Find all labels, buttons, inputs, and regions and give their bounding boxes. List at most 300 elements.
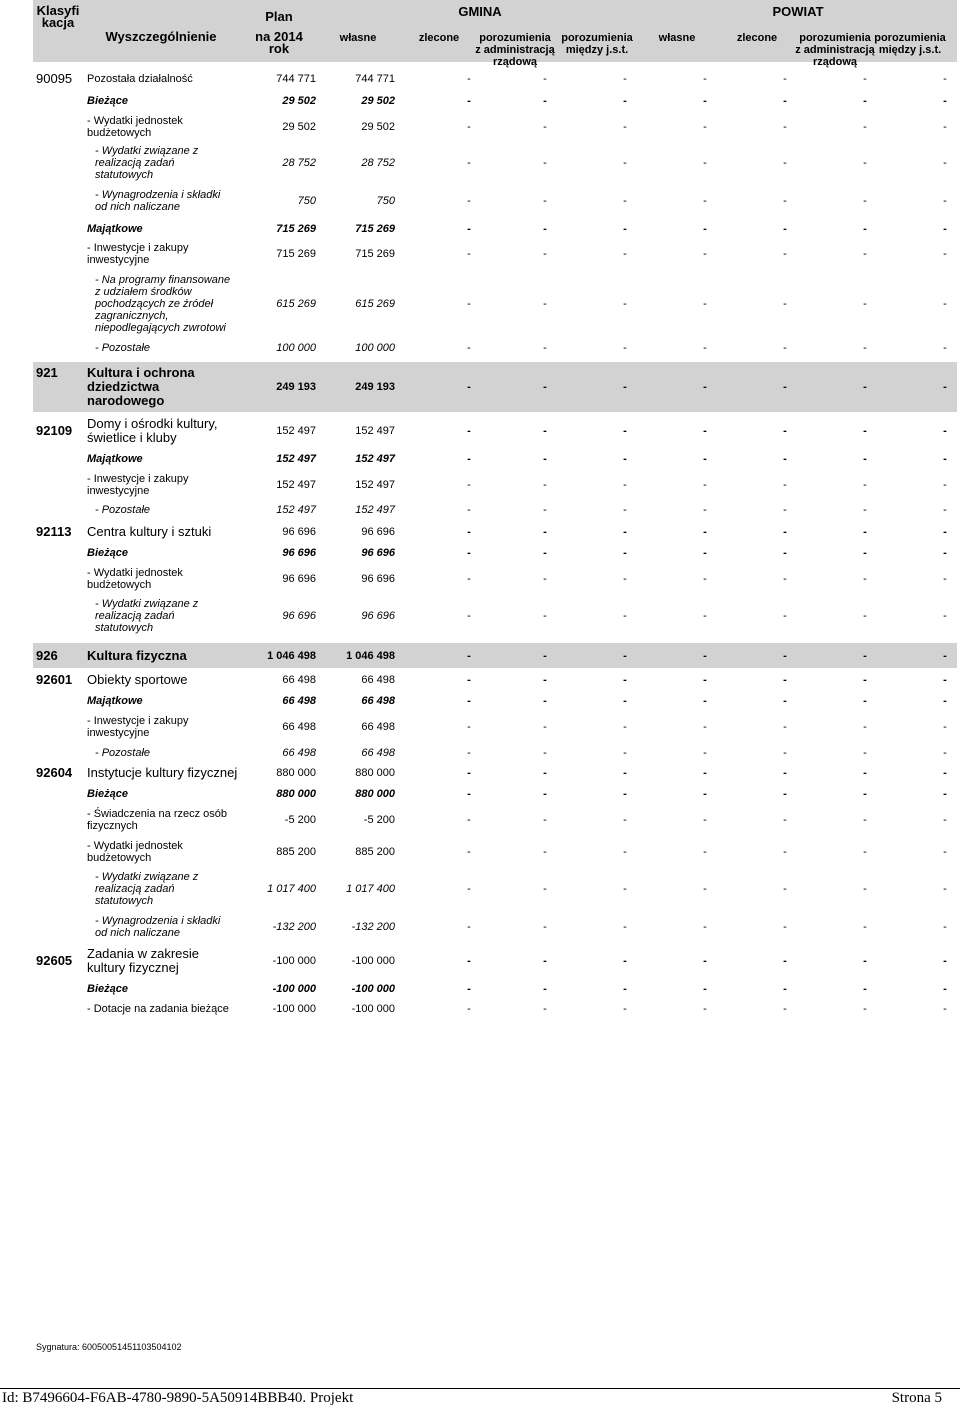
row-dash: -: [863, 342, 867, 354]
row-label: Pozostała działalność: [87, 73, 193, 85]
row-dash: -: [467, 121, 471, 133]
row-code: 90095: [36, 71, 73, 86]
row-wlasne: 29 502: [361, 95, 395, 107]
row-dash: -: [467, 298, 471, 310]
row-wlasne: 1 046 498: [346, 650, 395, 662]
row-dash: -: [467, 573, 471, 585]
row-dash: -: [467, 425, 471, 437]
row-dash: -: [703, 650, 707, 662]
row-dash: -: [623, 73, 627, 85]
row-dash: -: [943, 610, 947, 622]
row-plan: 249 193: [276, 381, 316, 393]
row-dash: -: [467, 747, 471, 759]
row-label: Majątkowe: [87, 453, 143, 465]
row-dash: -: [543, 767, 547, 779]
row-label: - Wydatki związane z realizacją zadań statutowych: [95, 871, 199, 907]
row-dash: -: [863, 157, 867, 169]
row-dash: -: [943, 425, 947, 437]
row-plan: 152 497: [276, 453, 316, 465]
header-gmina-zlecone: zlecone: [418, 32, 460, 44]
row-dash: -: [783, 983, 787, 995]
row-dash: -: [863, 955, 867, 967]
row-dash: -: [943, 788, 947, 800]
row-dash: -: [623, 650, 627, 662]
row-dash: -: [863, 479, 867, 491]
row-dash: -: [703, 73, 707, 85]
row-dash: -: [783, 747, 787, 759]
header-powiat-por-jst: porozumienia między j.s.t.: [874, 32, 946, 56]
row-dash: -: [543, 721, 547, 733]
row-label: Kultura i ochrona dziedzictwa narodowego: [87, 365, 195, 408]
row-wlasne: 66 498: [361, 721, 395, 733]
row-dash: -: [543, 342, 547, 354]
row-wlasne: -100 000: [351, 955, 395, 967]
row-dash: -: [543, 883, 547, 895]
row-dash: -: [863, 121, 867, 133]
row-label: - Wydatki związane z realizacją zadań statutowych: [95, 598, 199, 634]
row-wlasne: -132 200: [351, 921, 395, 933]
row-dash: -: [783, 381, 787, 393]
row-label: Instytucje kultury fizycznej: [87, 765, 238, 780]
row-dash: -: [467, 73, 471, 85]
row-label: Obiekty sportowe: [87, 672, 188, 687]
header-gmina-por-admin: porozumienia z administracją rządową: [475, 32, 555, 68]
row-wlasne: 880 000: [355, 767, 395, 779]
row-dash: -: [943, 479, 947, 491]
row-label: Bieżące: [87, 95, 128, 107]
row-dash: -: [863, 650, 867, 662]
row-dash: -: [703, 1003, 707, 1015]
row-dash: -: [467, 223, 471, 235]
row-dash: -: [783, 721, 787, 733]
row-dash: -: [543, 1003, 547, 1015]
row-dash: -: [863, 921, 867, 933]
row-dash: -: [863, 983, 867, 995]
row-dash: -: [623, 921, 627, 933]
row-dash: -: [703, 425, 707, 437]
row-plan: 29 502: [282, 121, 316, 133]
row-label: - Pozostałe: [95, 504, 151, 516]
row-dash: -: [943, 846, 947, 858]
row-dash: -: [783, 955, 787, 967]
signature: Sygnatura: 60050051451103504102: [36, 1342, 182, 1352]
row-dash: -: [623, 381, 627, 393]
row-wlasne: 152 497: [355, 453, 395, 465]
row-dash: -: [783, 674, 787, 686]
row-wlasne: 715 269: [355, 223, 395, 235]
row-dash: -: [623, 747, 627, 759]
row-dash: -: [943, 883, 947, 895]
row-dash: -: [943, 381, 947, 393]
row-dash: -: [543, 73, 547, 85]
row-dash: -: [623, 121, 627, 133]
row-dash: -: [543, 425, 547, 437]
row-dash: -: [783, 610, 787, 622]
row-dash: -: [703, 547, 707, 559]
row-wlasne: 880 000: [355, 788, 395, 800]
row-dash: -: [467, 479, 471, 491]
row-dash: -: [543, 223, 547, 235]
row-dash: -: [863, 695, 867, 707]
row-code: 92601: [36, 672, 73, 687]
row-plan: 29 502: [282, 95, 316, 107]
row-dash: -: [623, 453, 627, 465]
row-dash: -: [783, 479, 787, 491]
row-dash: -: [623, 674, 627, 686]
row-dash: -: [703, 767, 707, 779]
row-wlasne: 66 498: [361, 695, 395, 707]
row-dash: -: [863, 425, 867, 437]
row-plan: 152 497: [276, 479, 316, 491]
row-dash: -: [863, 526, 867, 538]
header-plan-line2: na 2014 rok: [255, 29, 303, 56]
row-dash: -: [543, 547, 547, 559]
row-dash: -: [703, 814, 707, 826]
row-code: 926: [36, 648, 58, 663]
row-dash: -: [943, 1003, 947, 1015]
row-dash: -: [623, 883, 627, 895]
row-dash: -: [943, 248, 947, 260]
row-wlasne: 96 696: [361, 547, 395, 559]
row-dash: -: [703, 846, 707, 858]
row-dash: -: [623, 248, 627, 260]
row-code: 921: [36, 365, 58, 380]
row-dash: -: [943, 650, 947, 662]
row-plan: -100 000: [272, 1003, 316, 1015]
row-dash: -: [543, 195, 547, 207]
row-dash: -: [623, 955, 627, 967]
row-wlasne: 66 498: [361, 674, 395, 686]
row-dash: -: [543, 157, 547, 169]
row-wlasne: 750: [376, 195, 395, 207]
row-dash: -: [783, 73, 787, 85]
row-wlasne: 885 200: [355, 846, 395, 858]
row-label: - Wynagrodzenia i składki od nich naliczane: [95, 189, 221, 213]
row-dash: -: [623, 342, 627, 354]
row-dash: -: [467, 195, 471, 207]
row-plan: 28 752: [282, 157, 316, 169]
row-plan: 66 498: [282, 674, 316, 686]
row-dash: -: [783, 121, 787, 133]
row-label: - Wydatki jednostek budżetowych: [87, 840, 183, 864]
row-wlasne: 615 269: [355, 298, 395, 310]
row-dash: -: [863, 767, 867, 779]
row-dash: -: [943, 573, 947, 585]
row-dash: -: [783, 846, 787, 858]
header-powiat: POWIAT: [772, 4, 824, 19]
row-wlasne: -5 200: [363, 814, 395, 826]
row-dash: -: [543, 121, 547, 133]
row-dash: -: [623, 788, 627, 800]
row-dash: -: [467, 955, 471, 967]
footer-page-number: Strona 5: [891, 1390, 942, 1406]
row-label: Bieżące: [87, 983, 128, 995]
row-dash: -: [703, 453, 707, 465]
row-dash: -: [467, 695, 471, 707]
row-dash: -: [863, 747, 867, 759]
row-dash: -: [467, 721, 471, 733]
row-dash: -: [783, 526, 787, 538]
row-dash: -: [783, 767, 787, 779]
header-powiat-wlasne: własne: [658, 32, 696, 44]
row-plan: -132 200: [272, 921, 316, 933]
row-dash: -: [703, 195, 707, 207]
row-dash: -: [543, 846, 547, 858]
row-dash: -: [623, 298, 627, 310]
row-dash: -: [943, 453, 947, 465]
row-wlasne: 100 000: [355, 342, 395, 354]
row-dash: -: [943, 983, 947, 995]
row-plan: 615 269: [276, 298, 316, 310]
row-dash: -: [783, 298, 787, 310]
row-plan: 880 000: [276, 788, 316, 800]
row-dash: -: [863, 223, 867, 235]
header-wyszczegolnienie: Wyszczególnienie: [105, 29, 217, 44]
row-dash: -: [783, 788, 787, 800]
row-label: - Świadczenia na rzecz osób fizycznych: [87, 808, 228, 832]
row-dash: -: [543, 650, 547, 662]
row-plan: 96 696: [282, 610, 316, 622]
row-plan: 715 269: [276, 248, 316, 260]
row-dash: -: [623, 814, 627, 826]
row-dash: -: [623, 721, 627, 733]
row-dash: -: [623, 425, 627, 437]
row-dash: -: [943, 814, 947, 826]
row-label: Centra kultury i sztuki: [87, 524, 212, 539]
row-code: 92113: [36, 524, 72, 539]
header-gmina-por-jst: porozumienia między j.s.t.: [561, 32, 633, 56]
row-dash: -: [467, 342, 471, 354]
row-dash: -: [783, 248, 787, 260]
row-dash: -: [703, 695, 707, 707]
row-label: - Inwestycje i zakupy inwestycyjne: [87, 473, 189, 497]
row-dash: -: [543, 788, 547, 800]
row-dash: -: [863, 547, 867, 559]
row-label: - Wydatki jednostek budżetowych: [87, 115, 183, 139]
row-plan: 880 000: [276, 767, 316, 779]
row-plan: 1 046 498: [267, 650, 316, 662]
row-dash: -: [543, 298, 547, 310]
row-plan: 715 269: [276, 223, 316, 235]
row-dash: -: [543, 695, 547, 707]
row-dash: -: [783, 921, 787, 933]
row-dash: -: [863, 846, 867, 858]
row-dash: -: [467, 547, 471, 559]
row-wlasne: 152 497: [355, 504, 395, 516]
row-dash: -: [543, 526, 547, 538]
row-dash: -: [703, 157, 707, 169]
row-dash: -: [703, 95, 707, 107]
row-dash: -: [623, 1003, 627, 1015]
row-dash: -: [943, 95, 947, 107]
row-code: 92605: [36, 953, 73, 968]
row-wlasne: -100 000: [351, 1003, 395, 1015]
row-dash: -: [543, 573, 547, 585]
row-dash: -: [623, 479, 627, 491]
row-dash: -: [943, 767, 947, 779]
row-dash: -: [467, 504, 471, 516]
row-wlasne: 744 771: [355, 73, 395, 85]
row-label: - Pozostałe: [95, 747, 151, 759]
row-wlasne: 29 502: [361, 121, 395, 133]
row-dash: -: [467, 674, 471, 686]
row-label: Majątkowe: [87, 223, 143, 235]
row-dash: -: [703, 479, 707, 491]
row-plan: -5 200: [284, 814, 316, 826]
row-dash: -: [783, 223, 787, 235]
row-plan: 96 696: [282, 573, 316, 585]
row-dash: -: [703, 504, 707, 516]
row-dash: -: [703, 248, 707, 260]
row-dash: -: [863, 1003, 867, 1015]
row-plan: 66 498: [282, 721, 316, 733]
row-dash: -: [623, 223, 627, 235]
row-dash: -: [943, 955, 947, 967]
row-dash: -: [543, 381, 547, 393]
row-dash: -: [703, 298, 707, 310]
row-plan: -100 000: [272, 955, 316, 967]
row-dash: -: [943, 223, 947, 235]
row-plan: 1 017 400: [267, 883, 316, 895]
row-label: Bieżące: [87, 788, 128, 800]
row-dash: -: [943, 342, 947, 354]
row-wlasne: 96 696: [361, 526, 395, 538]
row-plan: 750: [297, 195, 316, 207]
row-dash: -: [623, 195, 627, 207]
row-dash: -: [863, 883, 867, 895]
row-dash: -: [703, 573, 707, 585]
row-plan: 66 498: [282, 695, 316, 707]
row-dash: -: [863, 195, 867, 207]
row-wlasne: 715 269: [355, 248, 395, 260]
row-plan: 744 771: [276, 73, 316, 85]
row-dash: -: [863, 788, 867, 800]
header-gmina-wlasne: własne: [339, 32, 377, 44]
row-dash: -: [863, 248, 867, 260]
row-label: Majątkowe: [87, 695, 143, 707]
row-plan: -100 000: [272, 983, 316, 995]
row-dash: -: [783, 195, 787, 207]
row-dash: -: [467, 921, 471, 933]
row-dash: -: [467, 846, 471, 858]
row-dash: -: [543, 983, 547, 995]
row-dash: -: [703, 983, 707, 995]
row-dash: -: [703, 955, 707, 967]
row-plan: 885 200: [276, 846, 316, 858]
row-dash: -: [623, 95, 627, 107]
row-dash: -: [623, 157, 627, 169]
row-dash: -: [467, 814, 471, 826]
row-dash: -: [467, 883, 471, 895]
row-dash: -: [623, 695, 627, 707]
page-footer: [0, 1388, 960, 1408]
row-dash: -: [783, 342, 787, 354]
row-dash: -: [543, 453, 547, 465]
row-dash: -: [943, 721, 947, 733]
row-dash: -: [623, 610, 627, 622]
row-dash: -: [623, 983, 627, 995]
row-label: - Wydatki jednostek budżetowych: [87, 567, 183, 591]
row-plan: 66 498: [282, 747, 316, 759]
footer-id: Id: B7496604-F6AB-4780-9890-5A50914BBB40. Projekt: [2, 1390, 354, 1406]
row-dash: -: [943, 73, 947, 85]
row-label: - Na programy finansowane z udziałem środków pochodzących ze źródeł zagranicznych, niepodlegających zwrotowi: [95, 274, 231, 334]
row-dash: -: [783, 650, 787, 662]
row-label: - Inwestycje i zakupy inwestycyjne: [87, 715, 189, 739]
row-wlasne: -100 000: [351, 983, 395, 995]
row-dash: -: [703, 721, 707, 733]
row-dash: -: [467, 381, 471, 393]
row-dash: -: [703, 223, 707, 235]
row-dash: -: [543, 814, 547, 826]
row-dash: -: [783, 573, 787, 585]
row-wlasne: 152 497: [355, 479, 395, 491]
row-dash: -: [703, 921, 707, 933]
row-dash: -: [543, 95, 547, 107]
row-plan: 152 497: [276, 425, 316, 437]
row-dash: -: [783, 157, 787, 169]
row-dash: -: [467, 1003, 471, 1015]
row-dash: -: [943, 195, 947, 207]
row-dash: -: [467, 610, 471, 622]
row-dash: -: [467, 767, 471, 779]
row-dash: -: [863, 453, 867, 465]
row-dash: -: [943, 526, 947, 538]
row-label: - Wydatki związane z realizacją zadań statutowych: [95, 145, 199, 181]
row-dash: -: [703, 674, 707, 686]
row-wlasne: 249 193: [355, 381, 395, 393]
row-plan: 96 696: [282, 526, 316, 538]
row-dash: -: [943, 695, 947, 707]
row-dash: -: [623, 767, 627, 779]
row-dash: -: [703, 121, 707, 133]
row-dash: -: [943, 157, 947, 169]
row-dash: -: [467, 95, 471, 107]
row-wlasne: 96 696: [361, 610, 395, 622]
row-dash: -: [543, 747, 547, 759]
row-dash: -: [863, 73, 867, 85]
row-dash: -: [703, 381, 707, 393]
row-label: - Wynagrodzenia i składki od nich naliczane: [95, 915, 221, 939]
row-dash: -: [703, 610, 707, 622]
row-dash: -: [783, 1003, 787, 1015]
row-dash: -: [863, 504, 867, 516]
row-label: Zadania w zakresie kultury fizycznej: [87, 946, 199, 975]
header-powiat-por-admin: porozumienia z administracją rządową: [795, 32, 875, 68]
row-dash: -: [467, 788, 471, 800]
row-plan: 100 000: [276, 342, 316, 354]
row-label: Bieżące: [87, 547, 128, 559]
row-dash: -: [783, 453, 787, 465]
header-gmina: GMINA: [458, 4, 502, 19]
row-dash: -: [543, 504, 547, 516]
row-dash: -: [543, 248, 547, 260]
row-dash: -: [863, 381, 867, 393]
row-wlasne: 96 696: [361, 573, 395, 585]
row-dash: -: [863, 814, 867, 826]
row-dash: -: [703, 883, 707, 895]
row-dash: -: [543, 955, 547, 967]
row-label: Domy i ośrodki kultury, świetlice i kluby: [87, 416, 218, 445]
row-label: - Pozostałe: [95, 342, 151, 354]
row-wlasne: 1 017 400: [346, 883, 395, 895]
row-dash: -: [623, 846, 627, 858]
row-dash: -: [467, 526, 471, 538]
row-dash: -: [863, 95, 867, 107]
row-wlasne: 66 498: [361, 747, 395, 759]
row-wlasne: 28 752: [361, 157, 395, 169]
row-dash: -: [783, 547, 787, 559]
